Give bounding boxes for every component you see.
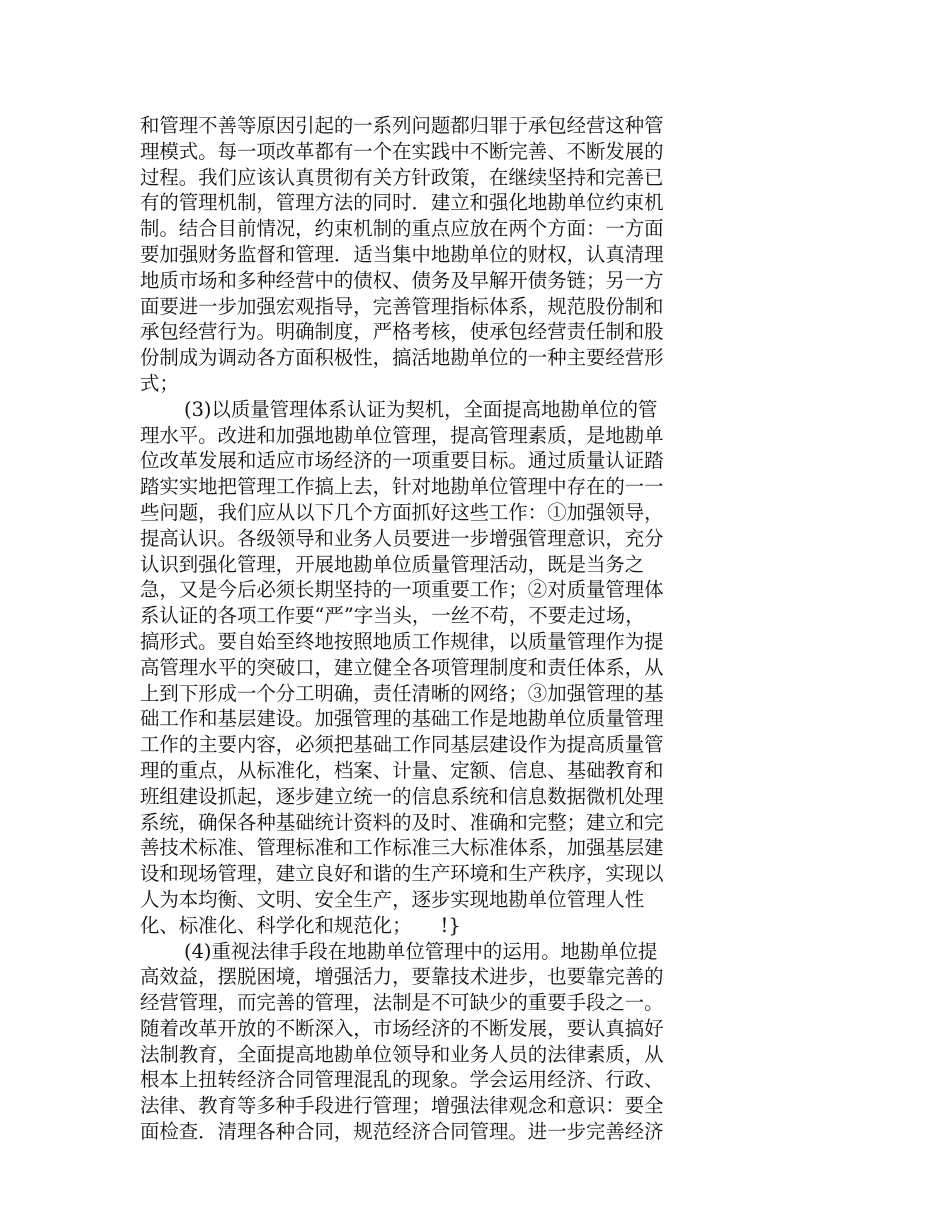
text-line: 经营管理，而完善的管理，法制是不可缺少的重要手段之一。	[140, 991, 664, 1015]
text-line: 高管理水平的突破口，建立健全各项管理制度和责任体系，从	[140, 655, 664, 679]
body-text	[140, 113, 730, 1145]
text-line: 系认证的各项工作要“严”字当头，一丝不苟，不要走过场，	[140, 604, 645, 628]
text-line: 急，又是今后必须长期坚持的一项重要工作；②对质量管理体	[140, 578, 664, 602]
text-line: 制。结合目前情况，约束机制的重点应放在两个方面：一方面	[140, 217, 664, 241]
paragraph-first-line: (4)重视法律手段在地勘单位管理中的运用。地勘单位提	[184, 939, 658, 963]
text-line: 踏实实地把管理工作搞上去，针对地勘单位管理中存在的一一	[140, 475, 664, 499]
paragraph-first-line: (3)以质量管理体系认证为契机，全面提高地勘单位的管	[184, 397, 658, 421]
text-line: 础工作和基层建设。加强管理的基础工作是地勘单位质量管理	[140, 707, 664, 731]
text-line: 要加强财务监督和管理．适当集中地勘单位的财权，认真清理	[140, 242, 664, 266]
text-line: 化、标准化、科学化和规范化； !}	[140, 913, 461, 937]
text-line: 位改革发展和适应市场经济的一项重要目标。通过质量认证踏	[140, 449, 664, 473]
text-line: 和管理不善等原因引起的一系列问题都归罪于承包经营这种管	[140, 114, 664, 137]
text-line: 承包经营行为。明确制度，严格考核，使承包经营责任制和股	[140, 320, 664, 344]
text-line: 法律、教育等多种手段进行管理；增强法律观念和意识：要全	[140, 1094, 664, 1118]
text-line: 面要进一步加强宏观指导，完善管理指标体系，规范股份制和	[140, 294, 664, 318]
text-line: 份制成为调动各方面积极性，搞活地勘单位的一种主要经营形	[140, 346, 664, 370]
text-line: 上到下形成一个分工明确，责任清晰的网络；③加强管理的基	[140, 681, 664, 705]
text-line: 式；	[140, 371, 179, 395]
text-line: 些问题，我们应从以下几个方面抓好这些工作：①加强领导，	[140, 500, 664, 524]
text-line: 善技术标准、管理标准和工作标准三大标准体系，加强基层建	[140, 836, 664, 860]
text-line: 根本上扭转经济合同管理混乱的现象。学会运用经济、行政、	[140, 1068, 664, 1092]
text-line: 提高认识。各级领导和业务人员要进一步增强管理意识，充分	[140, 526, 664, 550]
text-line: 理水平。改进和加强地勘单位管理，提高管理素质，是地勘单	[140, 423, 664, 447]
text-line: 工作的主要内容，必须把基础工作同基层建设作为提高质量管	[140, 733, 664, 757]
text-line: 面检查．清理各种合同，规范经济合同管理。进一步完善经济	[140, 1120, 664, 1144]
text-line: 理的重点，从标准化，档案、计量、定额、信息、基础教育和	[140, 758, 664, 782]
text-line: 人为本均衡、文明、安全生产，逐步实现地勘单位管理人性	[140, 887, 645, 911]
text-line: 系统，确保各种基础统计资料的及时、准确和完整；建立和完	[140, 810, 664, 834]
text-line: 有的管理机制，管理方法的同时．建立和强化地勘单位约束机	[140, 191, 664, 215]
text-line: 过程。我们应该认真贯彻有关方针政策，在继续坚持和完善已	[140, 165, 664, 189]
text-line: 理模式。每一项改革都有一个在实践中不断完善、不断发展的	[140, 139, 664, 163]
text-line: 班组建设抓起，逐步建立统一的信息系统和信息数据微机处理	[140, 784, 664, 808]
text-line: 搞形式。要自始至终地按照地质工作规律，以质量管理作为提	[140, 629, 664, 653]
text-line: 认识到强化管理，开展地勘单位质量管理活动，既是当务之	[140, 552, 645, 576]
text-line: 随着改革开放的不断深入，市场经济的不断发展，要认真搞好	[140, 1016, 664, 1040]
text-line: 地质市场和多种经营中的债权、债务及早解开债务链；另一方	[140, 268, 664, 292]
text-line: 设和现场管理，建立良好和谐的生产环境和生产秩序，实现以	[140, 862, 664, 886]
text-line: 高效益，摆脱困境，增强活力，要靠技术进步，也要靠完善的	[140, 965, 664, 989]
text-line: 法制教育，全面提高地勘单位领导和业务人员的法律素质，从	[140, 1042, 664, 1066]
